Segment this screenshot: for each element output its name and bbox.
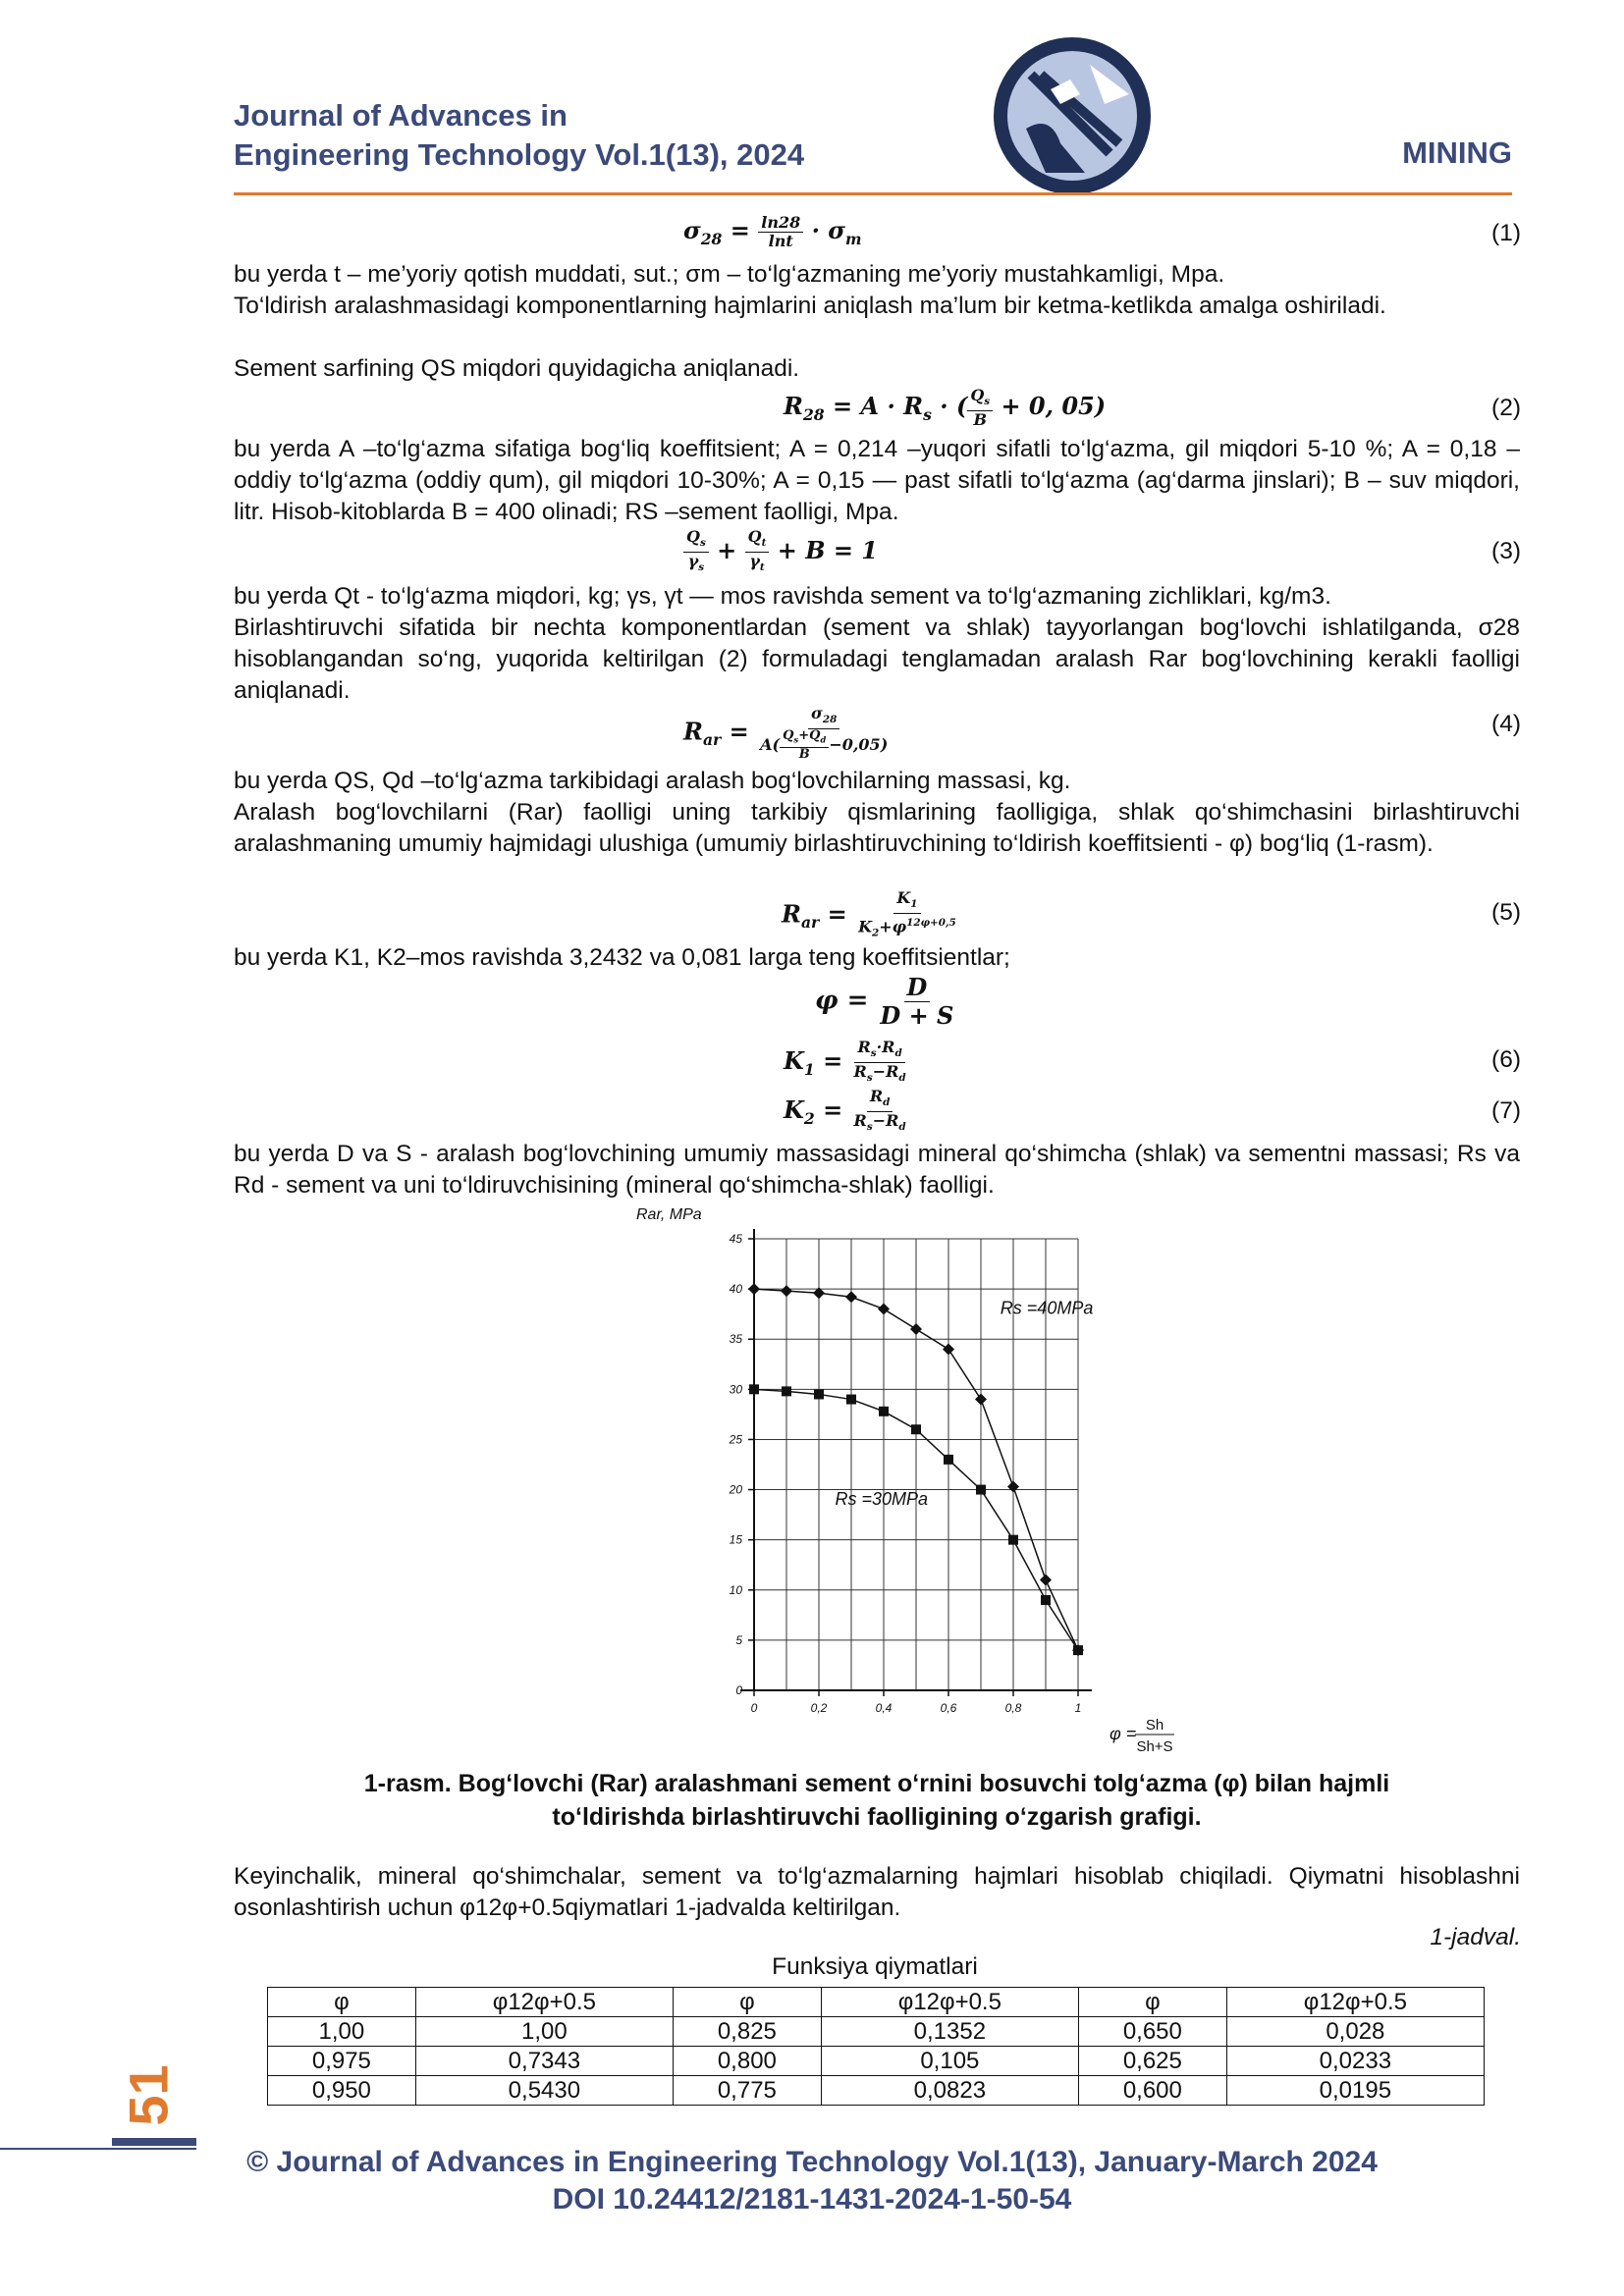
rar-vs-phi-chart (609, 1201, 1198, 1761)
table-header-cell: φ (268, 1988, 416, 2017)
page-number: 51 (117, 2064, 180, 2126)
footer-copyright: © Journal of Advances in Engineering Technology Vol.1(13), January-March 2024 (246, 2146, 1378, 2178)
x-tick-label: 0,6 (940, 1701, 957, 1715)
table-cell: 0,028 (1226, 2017, 1484, 2047)
equation-6-number: (6) (1491, 1046, 1521, 1073)
series-label: Rs =40MPa (1000, 1298, 1094, 1318)
data-point-square (814, 1389, 824, 1399)
equation-2-number: (2) (1491, 395, 1521, 421)
x-tick-label: 0,2 (810, 1701, 828, 1715)
journal-title-line2: Engineering Technology Vol.1(13), 2024 (234, 137, 805, 172)
data-point-square (846, 1395, 856, 1405)
table-cell: 0,975 (268, 2047, 416, 2076)
x-tick-label: 0,4 (875, 1701, 893, 1715)
y-axis-label: Rar, MPa (636, 1206, 702, 1223)
page-number-block (117, 2044, 185, 2126)
equation-4-number: (4) (1491, 711, 1521, 737)
table-header-cell: φ12φ+0.5 (821, 1988, 1078, 2017)
table-header-cell: φ12φ+0.5 (415, 1988, 673, 2017)
table-header-row (268, 1988, 1485, 2017)
table-reference: 1-jadval. (1430, 1924, 1521, 1950)
data-point-diamond (1007, 1480, 1019, 1492)
table-header-cell: φ12φ+0.5 (1226, 1988, 1484, 2017)
table-cell: 0,650 (1078, 2017, 1226, 2047)
table-title: Funksiya qiymatlari (772, 1953, 978, 1980)
equation-7-number: (7) (1491, 1097, 1521, 1124)
journal-title (234, 96, 804, 175)
table-cell: 0,1352 (821, 2017, 1078, 2047)
y-tick-label: 30 (729, 1382, 742, 1397)
footer-doi: DOI 10.24412/2181-1431-2024-1-50-54 (552, 2183, 1072, 2216)
y-tick-label: 35 (729, 1332, 742, 1347)
data-point-square (1041, 1595, 1051, 1605)
table-row (268, 2047, 1485, 2076)
data-point-square (911, 1424, 921, 1434)
equation-6: $K_1$ = $\frac{R_s\cdot R_d}{R_s-R_d}$ (784, 1038, 906, 1085)
data-point-diamond (781, 1285, 792, 1297)
table-cell: 0,0823 (821, 2076, 1078, 2106)
paragraph-6: Birlashtiruvchi sifatida bir nechta komponentlardan (sement va shlak) tayyorlangan bog‘lovchi ishlatilganda, σ28 hisoblangandan so‘ng, yuqorida keltirilgan (2) formuladagi tenglamadan aralash Rar bog‘lovchining kerakli faolligi aniqlanadi. (234, 614, 1520, 704)
paragraph-5: bu yerda Qt - to‘lg‘azma miqdori, kg; γs, γt — mos ravishda sement va to‘lg‘azmaning zichliklari, kg/m3. (234, 583, 1331, 610)
paragraph-3: Sement sarfining QS miqdori quyidagicha aniqlanadi. (234, 355, 800, 382)
paragraph-9: bu yerda K1, K2–mos ravishda 3,2432 va 0,081 larga teng koeffitsientlar; (234, 944, 1010, 971)
data-point-diamond (943, 1343, 954, 1355)
table-cell: 0,800 (673, 2047, 821, 2076)
table-cell: 1,00 (268, 2017, 416, 2047)
table-cell: 0,825 (673, 2017, 821, 2047)
data-point-diamond (1040, 1575, 1052, 1586)
table-cell: 0,950 (268, 2076, 416, 2106)
journal-logo-icon (992, 35, 1154, 197)
table-cell: 0,5430 (415, 2076, 673, 2106)
table-row (268, 2076, 1485, 2106)
x-axis-label: φ = (1110, 1724, 1137, 1743)
y-tick-label: 45 (729, 1232, 742, 1246)
paragraph-2: To‘ldirish aralashmasidagi komponentlarning hajmlarini aniqlash ma’lum bir ketma-ketlikda amalga oshiriladi. (234, 293, 1386, 319)
data-point-square (944, 1455, 953, 1465)
data-point-diamond (975, 1394, 987, 1406)
figure-caption (234, 1767, 1520, 1834)
data-point-square (879, 1407, 889, 1416)
table-cell: 0,775 (673, 2076, 821, 2106)
paragraph-1: bu yerda t – me’yoriy qotish muddati, sut.; σm – to‘lg‘azmaning me’yoriy mustahkamligi, Mpa. (234, 261, 1225, 288)
equation-3: $\frac{Q_s}{\gamma_s}$ + $\frac{Q_t}{\gamma_t}$ + B = 1 (683, 528, 878, 576)
data-point-square (1073, 1645, 1083, 1655)
table-cell: 0,625 (1078, 2047, 1226, 2076)
page-number-bar (112, 2138, 196, 2146)
data-point-diamond (748, 1283, 760, 1295)
y-tick-label: 20 (729, 1482, 742, 1497)
paragraph-10: bu yerda D va S - aralash bog‘lovchining umumiy massasidagi mineral qo‘shimcha (shlak) va sementni massasi; Rs va Rd - sement va uni to‘ldiruvchisining (mineral qo‘shimcha-shlak) faolligi. (234, 1141, 1520, 1199)
table-header-cell: φ (1078, 1988, 1226, 2017)
y-tick-label: 5 (735, 1632, 742, 1647)
y-tick-label: 40 (729, 1282, 742, 1297)
y-tick-label: 10 (729, 1582, 742, 1597)
table-cell: 0,600 (1078, 2076, 1226, 2106)
table-cell: 0,7343 (415, 2047, 673, 2076)
y-tick-label: 0 (735, 1683, 742, 1697)
table-header-cell: φ (673, 1988, 821, 2017)
x-tick-label: 0 (750, 1701, 758, 1715)
journal-title-line1: Journal of Advances in (234, 98, 568, 133)
figure-caption-line2: to‘ldirishda birlashtiruvchi faolligining o‘zgarish grafigi. (552, 1803, 1202, 1831)
data-point-square (976, 1485, 986, 1495)
data-point-diamond (910, 1323, 922, 1335)
x-tick-label: 1 (1074, 1701, 1082, 1715)
equation-5-number: (5) (1491, 899, 1521, 926)
equation-1: $\sigma_{28}$ = $\frac{\ln 28}{\ln t}$ · $\sigma_m$ (683, 213, 862, 250)
equation-5: $R_{ar}$ = $\frac{K_1}{K_2+\varphi^{12\varphi+0,5}}$ (782, 888, 956, 939)
table-cell: 0,105 (821, 2047, 1078, 2076)
table-cell: 1,00 (415, 2017, 673, 2047)
data-point-square (782, 1386, 791, 1396)
table-cell: 0,0233 (1226, 2047, 1484, 2076)
paragraph-11: Keyinchalik, mineral qo‘shimchalar, sement va to‘lg‘azmalarning hajmlari hisoblab chiqiladi. Qiymatni hisoblashni osonlashtirish uchun φ12φ+0.5qiymatlari 1-jadvalda keltirilgan. (234, 1863, 1520, 1921)
x-axis-label-numerator: Sh (1145, 1717, 1164, 1734)
data-point-square (1008, 1535, 1018, 1545)
x-tick-label: 0,8 (1004, 1701, 1022, 1715)
x-axis-label-denominator: Sh+S (1136, 1738, 1173, 1755)
header-rule (234, 192, 1512, 195)
equation-1-number: (1) (1491, 220, 1521, 246)
paragraph-8: Aralash bog‘lovchilarni (Rar) faolligi uning tarkibiy qismlarining faolligiga, shlak qo‘shimchasini birlashtiruvchi aralashmaning umumiy hajmidagi ulushiga (umumiy birlashtiruvchining to‘ldirish koeffitsienti - φ) bog‘liq (1-rasm). (234, 799, 1520, 857)
table-cell: 0,0195 (1226, 2076, 1484, 2106)
paragraph-4: bu yerda A –to‘lg‘azma sifatiga bog‘liq koeffitsient; A = 0,214 –yuqori sifatli to‘lg‘azma, gil miqdori 5-10 %; A = 0,18 – oddiy to‘lg‘azma (oddiy qum), gil miqdori 10-30%; A = 0,15 — past sifatli to‘lg‘azma (ag‘darma jinslari); B – suv miqdori, litr. Hisob-kitoblarda B = 400 olinadi; RS –sement faolligi, Mpa. (234, 436, 1520, 525)
equation-4: $R_{ar}$ = $\sigma_{28}$ A( $\frac{Q_s+Q_d}{B}$ −0,05) (683, 704, 889, 762)
figure-caption-line1: 1-rasm. Bog‘lovchi (Rar) aralashmani sement o‘rnini bosuvchi tolg‘azma (φ) bilan hajmli (363, 1770, 1390, 1797)
table-row (268, 2017, 1485, 2047)
equation-7: $K_2$ = $\frac{R_d}{R_s-R_d}$ (784, 1087, 906, 1134)
equation-2: $R_{28} = A \cdot R_s$ · ( $\frac{Q_s}{B}$ + 0, 05) (784, 386, 1107, 430)
y-tick-label: 25 (729, 1432, 742, 1447)
data-point-diamond (845, 1291, 857, 1303)
y-tick-label: 15 (729, 1532, 742, 1547)
equation-phi: φ = $\frac{D}{D + S}$ (815, 973, 954, 1030)
paragraph-7: bu yerda QS, Qd –to‘lg‘azma tarkibidagi aralash bog‘lovchilarning massasi, kg. (234, 768, 1071, 794)
function-values-table (267, 1987, 1485, 2106)
equation-3-number: (3) (1491, 538, 1521, 564)
data-point-square (749, 1384, 759, 1394)
series-label: Rs =30MPa (835, 1488, 929, 1509)
data-point-diamond (878, 1304, 890, 1315)
section-label: MINING (1402, 135, 1512, 170)
